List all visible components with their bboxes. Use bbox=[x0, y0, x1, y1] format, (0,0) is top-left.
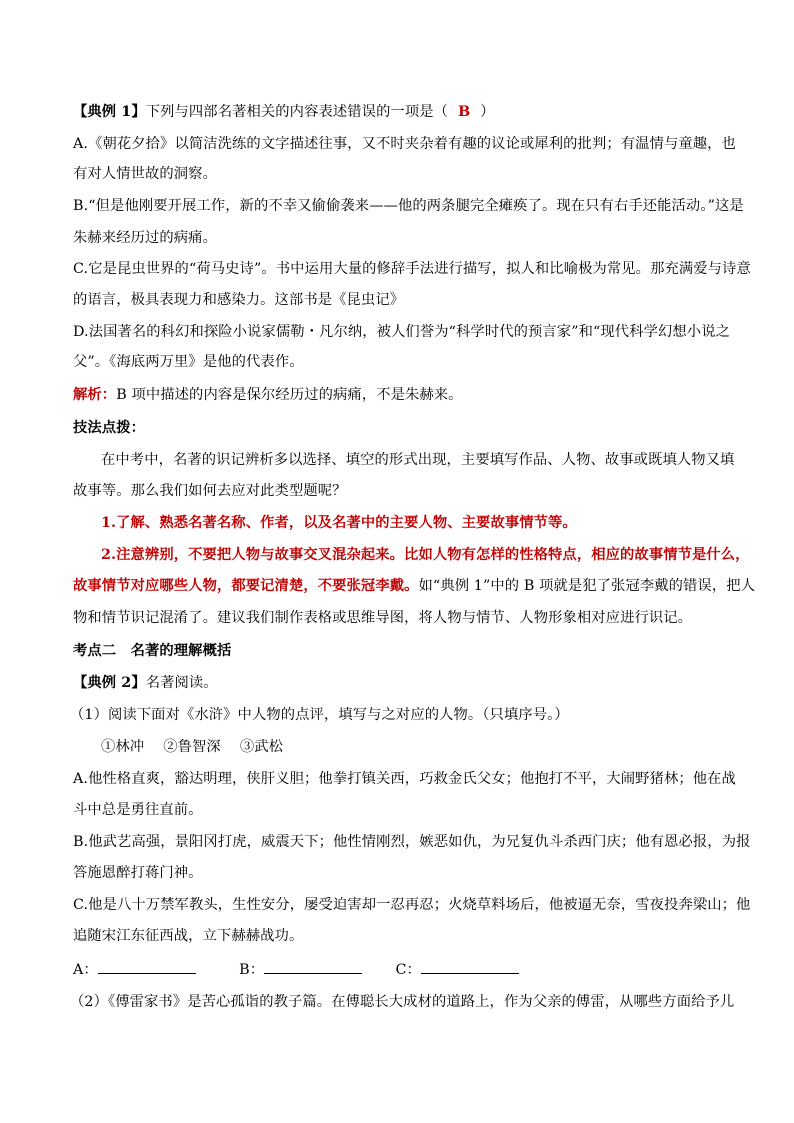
tips-point-2-line-3: 物和情节识记混淆了。建议我们制作表格或思维导图，将人物与情节、人物形象相对应进行识记。 bbox=[73, 610, 693, 626]
tips-heading: 技法点拨： bbox=[73, 420, 145, 436]
answer-blanks-row bbox=[73, 959, 519, 980]
tips-point-2-rest: 如“典例 1”中的 B 项就是犯了张冠李戴的错误，把人 bbox=[418, 578, 756, 594]
example1-label: 【典例 1】 bbox=[73, 104, 146, 120]
example2-item-b-line-1: B.他武艺高强，景阳冈打虎，威震天下；他性情刚烈，嫉恶如仇，为兄复仇斗杀西门庆；他有恩必报，为报 bbox=[73, 834, 751, 850]
blank-b-label: B： bbox=[239, 962, 265, 978]
option-b-line-2: 朱赫来经历过的病痛。 bbox=[73, 230, 217, 246]
option-d-line-2: 父”。《海底两万里》是他的代表作。 bbox=[73, 354, 304, 370]
analysis-text: B 项中描述的内容是保尔经历过的病痛，不是朱赫来。 bbox=[116, 387, 463, 403]
section2-title: 考点二 名著的理解概括 bbox=[73, 643, 232, 659]
example2-question-1: （1）阅读下面对《水浒》中人物的点评，填写与之对应的人物。（只填序号。） bbox=[70, 707, 569, 723]
tips-point-2-emphasis: 故事情节对应哪些人物，都要记清楚，不要张冠李戴。 bbox=[73, 578, 419, 594]
option-c-line-2: 的语言，极具表现力和感染力。这部书是《昆虫记》 bbox=[73, 292, 405, 308]
option-d-line-1: D.法国著名的科幻和探险小说家儒勒・凡尔纳，被人们誉为“科学时代的预言家”和“现代科学幻想小说之 bbox=[73, 324, 730, 340]
option-a-line-1: A.《朝花夕拾》以简洁洗练的文字描述往事，又不时夹杂着有趣的议论或犀利的批判；有温情与童趣，也 bbox=[73, 136, 736, 152]
blank-c-field[interactable] bbox=[421, 959, 519, 974]
blank-a-label: A： bbox=[73, 962, 98, 978]
analysis-line bbox=[73, 385, 463, 405]
example2-item-a-line-2: 斗中总是勇往直前。 bbox=[73, 802, 203, 818]
example1-question: 下列与四部名著相关的内容表述错误的一项是（ bbox=[145, 104, 449, 120]
example2-question-2: （2）《傅雷家书》是苦心孤诣的教子篇。在傅聪长大成材的道路上，作为父亲的傅雷，从哪些方面给予儿 bbox=[70, 994, 735, 1010]
tips-point-2-line-2 bbox=[73, 576, 755, 596]
tips-point-1: 1.了解、熟悉名著名称、作者，以及名著中的主要人物、主要故事情节等。 bbox=[101, 515, 577, 531]
blank-c-label: C： bbox=[395, 962, 421, 978]
example1-answer: B bbox=[458, 104, 471, 120]
example1-question-line bbox=[73, 102, 495, 122]
option-a-line-2: 有对人情世故的洞察。 bbox=[73, 166, 217, 182]
option-c-line-1: C.它是昆虫世界的“荷马史诗”。书中运用大量的修辞手法进行描写，拟人和比喻极为常见。那充满爱与诗意 bbox=[73, 261, 751, 277]
example1-close: ） bbox=[480, 104, 495, 120]
option-b-line-1: B.“但是他刚要开展工作，新的不幸又偷偷袭来——他的两条腿完全瘫痪了。现在只有右手还能活动。”这是 bbox=[73, 198, 744, 214]
tips-paragraph-line-1: 在中考中，名著的识记辨析多以选择、填空的形式出现，主要填写作品、人物、故事或既填人物又填 bbox=[101, 452, 735, 468]
example2-item-c-line-1: C.他是八十万禁军教头，生性安分，屡受迫害却一忍再忍；火烧草料场后，他被逼无奈，雪夜投奔梁山；他 bbox=[73, 897, 751, 913]
example2-item-c-line-2: 追随宋江东征西战，立下赫赫战功。 bbox=[73, 928, 304, 944]
example2-item-b-line-2: 答施恩醉打蒋门神。 bbox=[73, 865, 203, 881]
tips-paragraph-line-2: 故事等。那么我们如何去应对此类型题呢？ bbox=[73, 483, 347, 499]
analysis-label: 解析： bbox=[73, 387, 117, 403]
example2-item-a-line-1: A.他性格直爽，豁达明理，侠肝义胆；他拳打镇关西，巧救金氏父女；他抱打不平，大闹野猪林；他在战 bbox=[73, 771, 736, 787]
example2-label: 【典例 2】 bbox=[73, 675, 146, 691]
example2-title: 名著阅读。 bbox=[145, 675, 218, 691]
example2-choices: ①林冲 ②鲁智深 ③武松 bbox=[101, 739, 284, 755]
blank-a-field[interactable] bbox=[98, 959, 196, 974]
blank-b-field[interactable] bbox=[264, 959, 362, 974]
tips-point-2-line-1: 2.注意辨别，不要把人物与故事交叉混杂起来。比如人物有怎样的性格特点，相应的故事情节是什么， bbox=[101, 547, 750, 563]
example2-title-line bbox=[73, 673, 218, 693]
